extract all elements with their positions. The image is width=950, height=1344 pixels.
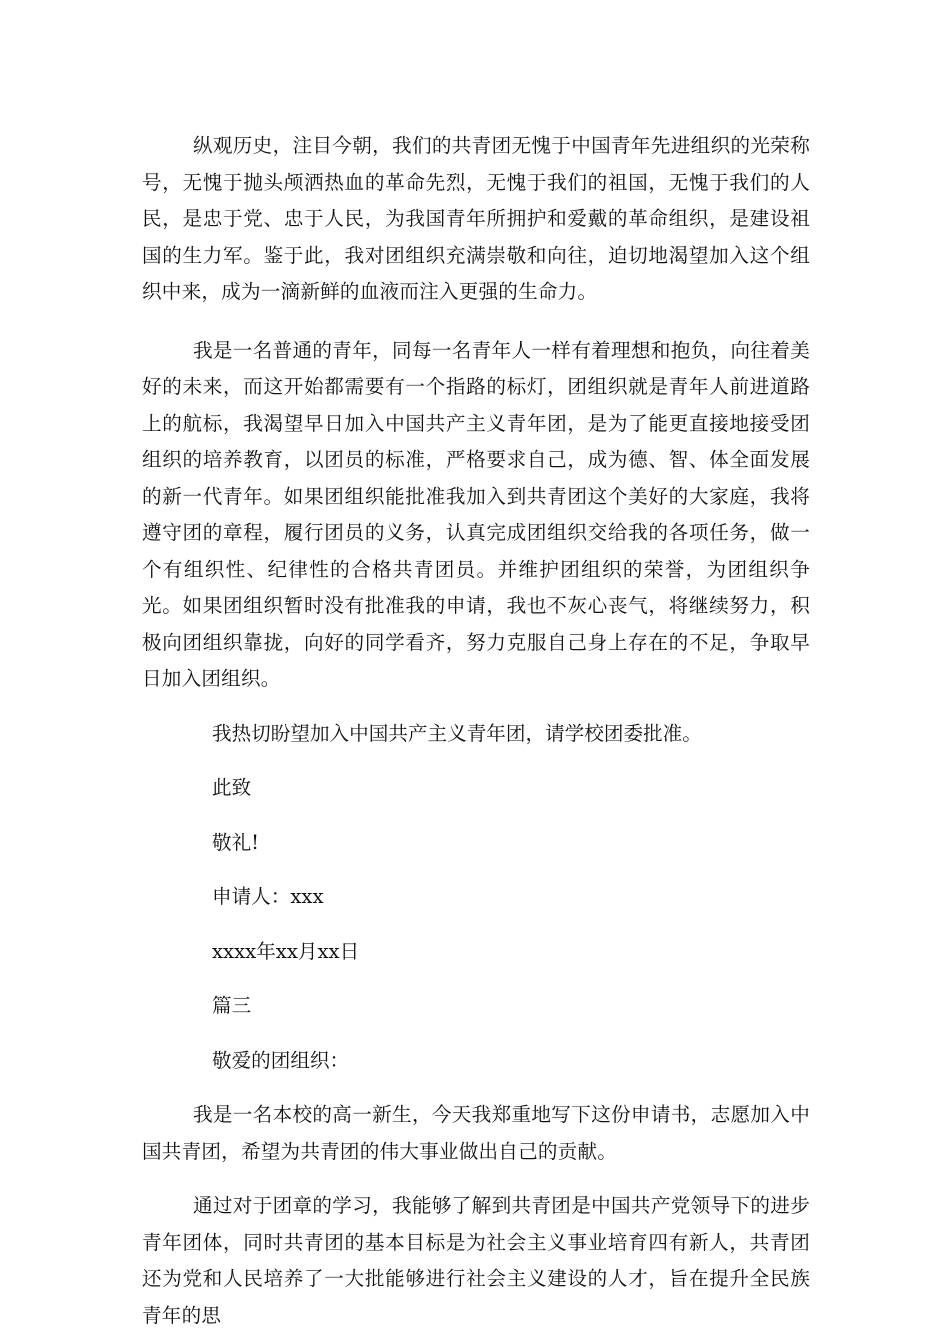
paragraph-gap bbox=[142, 861, 810, 879]
paragraph-gap bbox=[142, 916, 810, 934]
greeting-line: 敬爱的团组织： bbox=[212, 1048, 350, 1072]
paragraph-gap bbox=[142, 752, 810, 770]
applicant-line: 申请人：xxx bbox=[212, 885, 324, 908]
paragraph-gap bbox=[142, 698, 810, 716]
paragraph-study: 通过对于团章的学习，我能够了解到共青团是中国共产党领导下的进步青年团体，同时共青团的基本目标是为社会主义事业培育四有新人，共青团还为党和人民培养了一大批能够进行社会主义建设的人才，旨在提升全民族青年的思 bbox=[142, 1194, 810, 1327]
date-line: xxxx年xx月xx日 bbox=[212, 939, 360, 963]
salutation-ci-zhi: 此致 bbox=[212, 776, 252, 799]
salutation-jing-li: 敬礼! bbox=[212, 830, 260, 854]
closing-line: 我热切盼望加入中国共产主义青年团，请学校团委批准。 bbox=[212, 721, 702, 745]
section-title: 篇三 bbox=[212, 994, 252, 1017]
paragraph-gap bbox=[142, 311, 810, 333]
paragraph-gap bbox=[142, 970, 810, 988]
paragraph-aspiration: 我是一名普通的青年，同每一名青年人一样有着理想和抱负，向往着美好的未来，而这开始都需要有一个指路的标灯，团组织就是青年人前进道路上的航标，我渴望早日加入中国共产主义青年团，是为了能更直接地接受团组织的培养教育，以团员的标准，严格要求自己，成为德、智、体全面发展的新一代青年。如果团组织能批准我加入到共青团这个美好的大家庭，我将遵守团的章程，履行团员的义务，认真完成团组织交给我的各项任务，做一个有组织性、纪律性的合格共青团员。并维护团组织的荣誉，为团组织争光。如果团组织暂时没有批准我的申请，我也不灰心丧气，将继续努力，积极向团组织靠拢，向好的同学看齐，努力克服自己身上存在的不足，争取早日加入团组织。 bbox=[142, 338, 810, 690]
paragraph-gap bbox=[142, 1079, 810, 1097]
document-body bbox=[142, 128, 810, 1334]
paragraph-gap bbox=[142, 807, 810, 825]
paragraph-history: 纵观历史，注目今朝，我们的共青团无愧于中国青年先进组织的光荣称号，无愧于抛头颅洒热血的革命先烈，无愧于我们的祖国，无愧于我们的人民，是忠于党、忠于人民，为我国青年所拥护和爱戴的革命组织，是建设祖国的生力军。鉴于此，我对团组织充满崇敬和向往，迫切地渴望加入这个组织中来，成为一滴新鲜的血液而注入更强的生命力。 bbox=[142, 134, 810, 303]
paragraph-gap bbox=[142, 1170, 810, 1188]
paragraph-intro: 我是一名本校的高一新生，今天我郑重地写下这份申请书，志愿加入中国共青团，希望为共青团的伟大事业做出自己的贡献。 bbox=[142, 1103, 810, 1163]
paragraph-gap bbox=[142, 1025, 810, 1043]
